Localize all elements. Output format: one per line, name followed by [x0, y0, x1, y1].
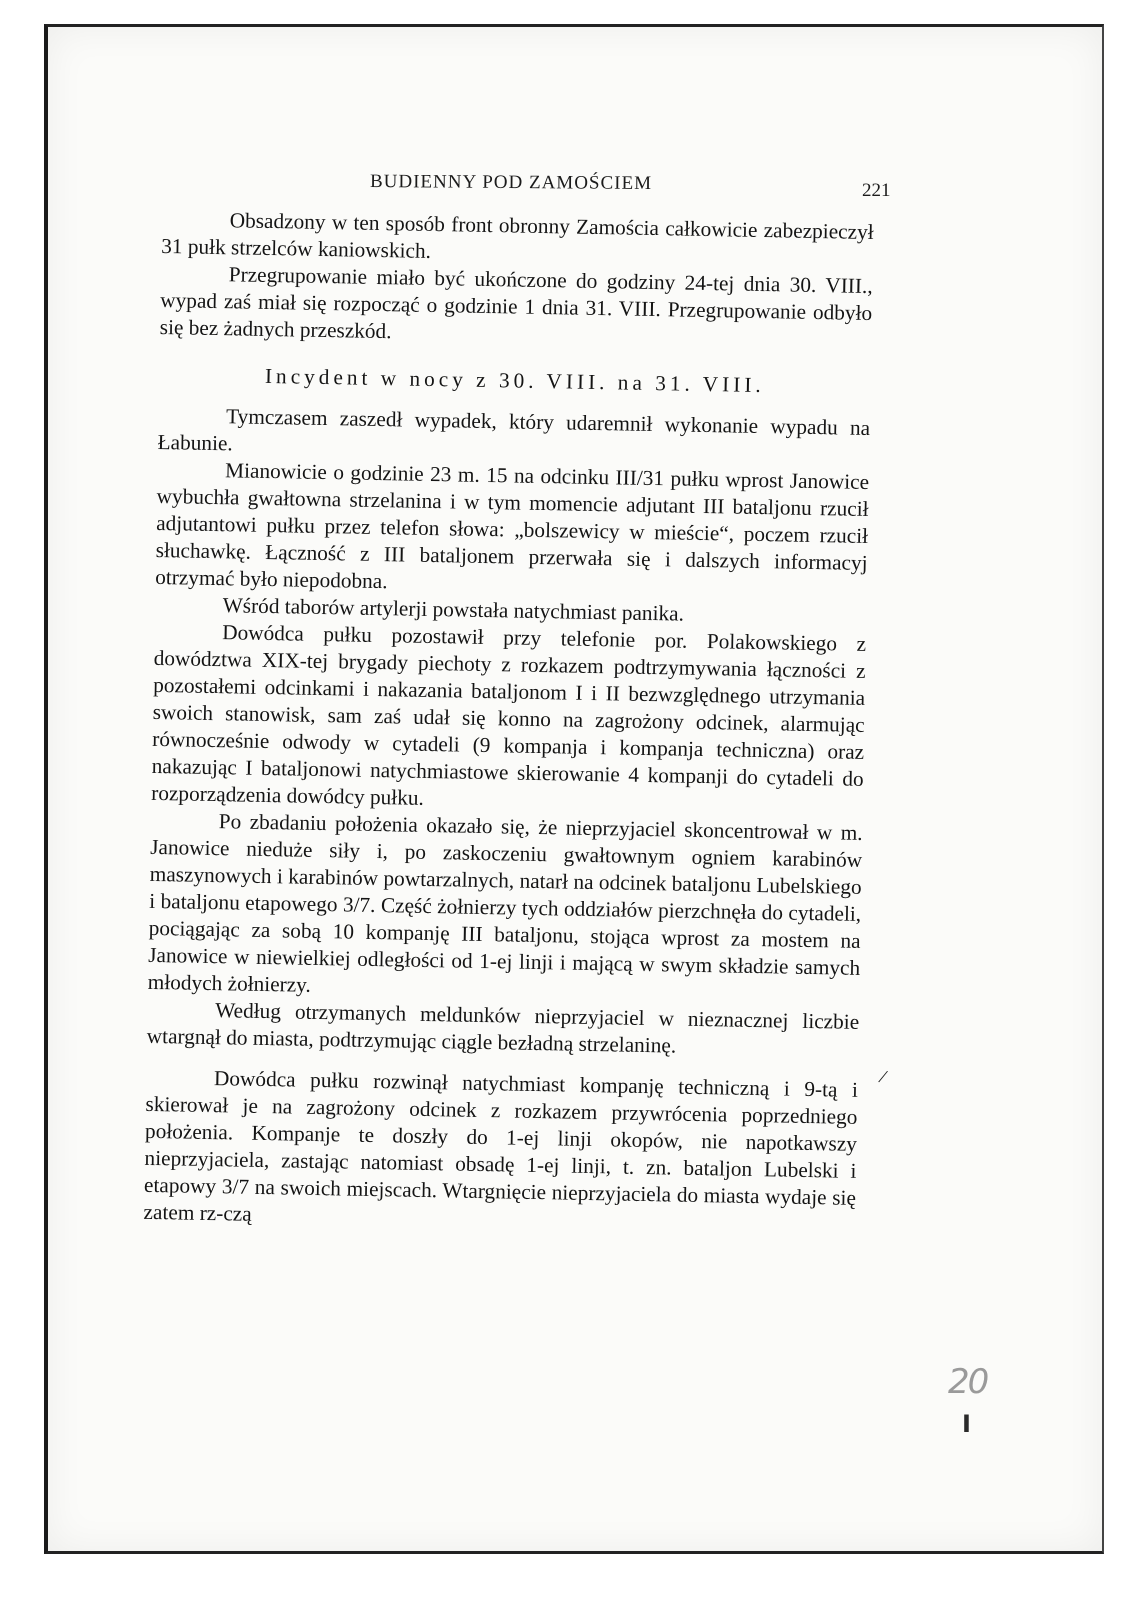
- pencil-page-number: 20: [948, 1362, 988, 1402]
- paragraph: Po zbadaniu położenia okazało się, że nieprzyjaciel skoncentrował w m. Janowice nieduże siły i, po zaskoczeniu gwałtownym ogniem karabinów maszynowych i karabinów powtarzalnych, natarł na odcinek bataljonu Lubelskiego i bataljonu etapowego 3/7. Część żołnierzy tych oddziałów pierzchnęła do cytadeli, pociągając za sobą 10 kompanję III bataljonu, stojąca wprost za mostem na Janowice w niewielkiej odległości od 1-ej linji i mającą w swym składzie samych młodych żołnierzy.: [147, 809, 863, 997]
- paragraph: Obsadzony w ten sposób front obronny Zamościa całkowicie zabezpieczył 31 pułk strzelców kaniowskich.: [161, 208, 874, 263]
- running-head: BUDIENNY POD ZAMOŚCIEM: [369, 171, 653, 194]
- body-text: [143, 206, 874, 1239]
- paragraph: Mianowicie o godzinie 23 m. 15 na odcinku III/31 pułku wprost Janowice wybuchła gwałtowna strzelanina i w tym momencie adjutant III bataljonu rzucił adjutantowi pułku przez telefon słowa: „bolszewicy w mieście“, poczem rzucił słuchawkę. Łączność z III bataljonem przerwała się i dalszych informacyj otrzymać było niepodobna.: [154, 458, 870, 594]
- paragraph: Przegrupowanie miało być ukończone do godziny 24-tej dnia 30. VIII., wypad zaś miał się rozpocząć o godzinie 1 dnia 31. VIII. Przegrupowanie odbyło się bez żadnych przeszkód.: [159, 262, 873, 344]
- margin-mark: /: [876, 1065, 890, 1089]
- paragraph: Wśród taborów artylerji powstała natychmiast panika.: [222, 593, 685, 626]
- paragraph: Dowódca pułku pozostawił przy telefonie por. Polakowskiego z dowództwa XIX-tej brygady piechoty z rozkazem podtrzymywania łączności z pozostałemi odcinkami i nakazania bataljonom I i II bezwzględnego utrzymania swoich stanowisk, sam zaś udał się konno na zagrożony odcinek, alarmując równocześnie odwody w cytadeli (9 kompanja i kompanja techniczna) oraz nakazując I bataljonowi natychmiastowe skierowanie 4 kompanji do cytadeli do rozporządzenia dowódcy pułku.: [151, 620, 867, 810]
- paragraph: Według otrzymanych meldunków nieprzyjaciel w nieznacznej liczbie wtargnął do miasta, podtrzymując ciągle bezładną strzelaninę.: [146, 998, 860, 1058]
- pencil-tick: I: [962, 1410, 971, 1438]
- page-number: 221: [862, 180, 891, 201]
- section-heading: Incydent w nocy z 30. VIII. na 31. VIII.: [264, 363, 765, 398]
- paragraph: Dowódca pułku rozwinął natychmiast kompanję techniczną i 9-tą i skierował je na zagrożony odcinek z rozkazem przywrócenia poprzedniego położenia. Kompanje te doszły do 1-ej linji okopów, nie napotkawszy nieprzyjaciela, zastając natomiast obsadę 1-ej linji, t. zn. bataljon Lubelski i etapowy 3/7 na swoich miejscach. Wtargnięcie nieprzyjaciela do miasta wydaje się zatem rz-czą: [143, 1066, 859, 1226]
- paragraph: Tymczasem zaszedł wypadek, który udaremnił wykonanie wypadu na Łabunie.: [157, 404, 871, 456]
